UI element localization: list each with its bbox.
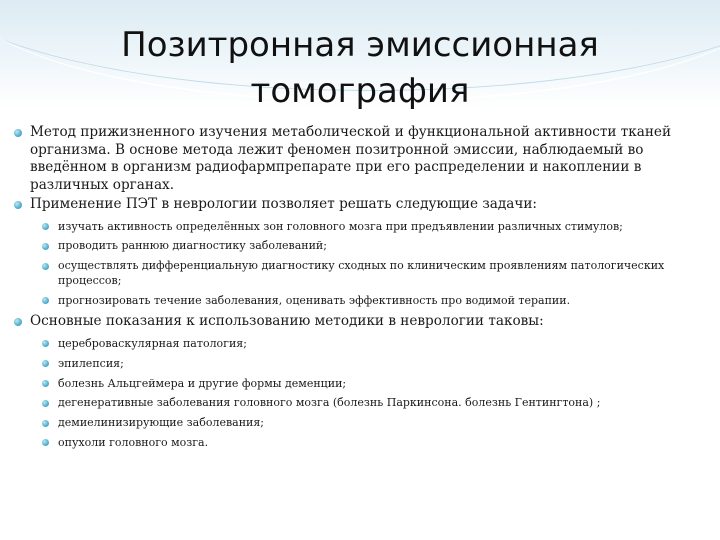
sub-list-item [42, 259, 706, 289]
bullet-icon [42, 223, 49, 230]
slide-title: Позитронная эмиссионная томография [121, 25, 599, 111]
bullet-icon [42, 297, 49, 304]
sub-list-item-text: проводить раннюю диагностику заболеваний; [58, 239, 327, 253]
sub-list-item-text: эпилепсия; [58, 356, 124, 370]
sub-list-item [42, 337, 706, 352]
list-item-text: Метод прижизненного изучения метаболической и функциональной активности тканей организма. В основе метода лежит феномен позитронной эмиссии, наблюдаемый во введённом в организм радиофармпрепарате при его распределении и накоплении в различных органах. [30, 124, 672, 193]
bullet-list [14, 124, 706, 451]
bullet-icon [14, 318, 22, 326]
sub-list-item-text: опухоли головного мозга. [58, 435, 209, 449]
bullet-icon [42, 380, 49, 387]
bullet-icon [42, 360, 49, 367]
bullet-icon [42, 420, 49, 427]
list-item [14, 124, 706, 194]
sub-list-item-text: цереброваскулярная патология; [58, 336, 247, 350]
bullet-icon [14, 129, 22, 137]
sub-list [42, 337, 706, 451]
sub-list-item [42, 377, 706, 392]
list-item-text: Применение ПЭТ в неврологии позволяет решать следующие задачи: [30, 196, 537, 212]
sub-list-item-text: осуществлять дифференциальную диагностику сходных по клиническим проявлениям патологических процессов; [58, 259, 665, 287]
bullet-icon [42, 340, 49, 347]
sub-list-item [42, 220, 706, 235]
sub-list-item [42, 239, 706, 254]
list-item [14, 313, 706, 450]
sub-list-item [42, 416, 706, 431]
sub-list-item [42, 294, 706, 309]
bullet-icon [42, 400, 49, 407]
list-item-text: Основные показания к использованию методики в неврологии таковы: [30, 313, 544, 330]
bullet-icon [42, 243, 49, 250]
bullet-icon [42, 439, 49, 446]
sub-list [42, 220, 706, 309]
sub-list-item [42, 357, 706, 372]
sub-list-item-text: демиелинизирующие заболевания; [58, 416, 265, 430]
sub-list-item-text: прогнозировать течение заболевания, оценивать эффективность про водимой терапии. [58, 293, 571, 307]
sub-list-item [42, 436, 706, 451]
sub-list-item-text: изучать активность определённых зон головного мозга при предъявлении различных стимулов; [58, 219, 623, 233]
sub-list-item-text: болезнь Альцгеймера и другие формы деменции; [58, 376, 347, 390]
bullet-icon [14, 201, 22, 209]
sub-list-item-text: дегенеративные заболевания головного мозга (болезнь Паркинсона. болезнь Гентингтона) ; [58, 396, 601, 410]
sub-list-item [42, 396, 706, 411]
bullet-icon [42, 263, 49, 270]
list-item [14, 196, 706, 308]
slide-body [14, 124, 706, 456]
